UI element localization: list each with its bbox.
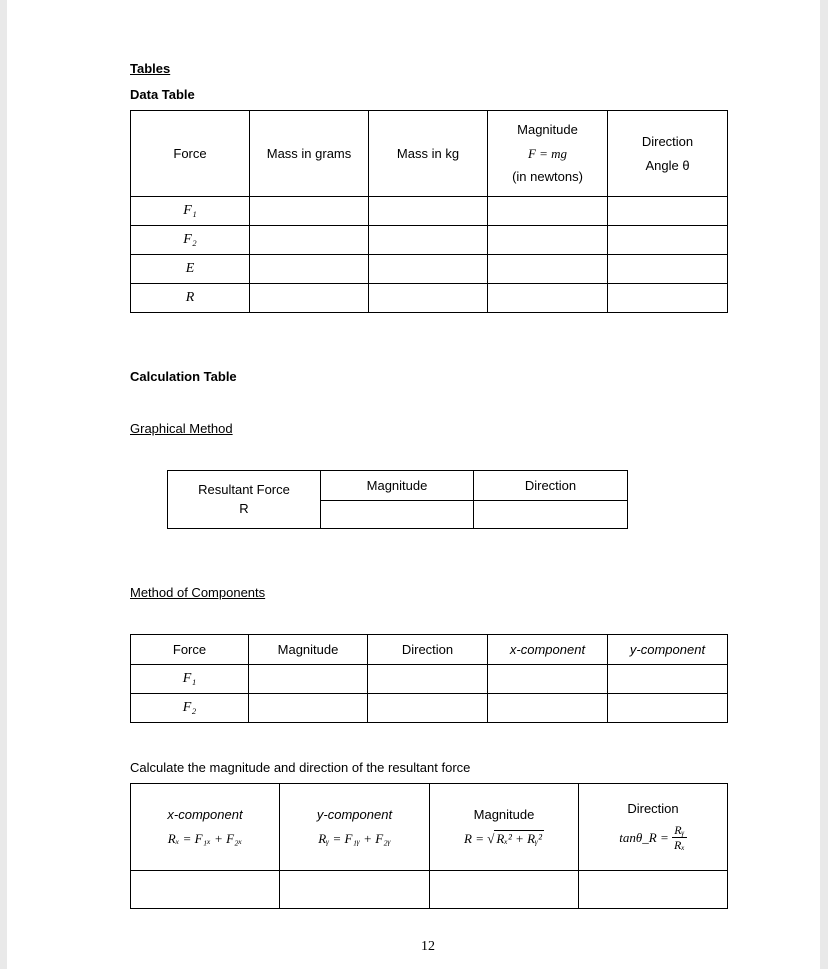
direction-label: Direction <box>627 801 679 817</box>
table-cell[interactable] <box>488 197 608 226</box>
y-component-label: y-component <box>316 807 393 823</box>
table-cell[interactable] <box>280 871 430 909</box>
magnitude-label: Magnitude <box>473 807 535 823</box>
table-cell[interactable] <box>249 665 368 694</box>
row-label-e: E <box>131 255 250 284</box>
row-label-f2: F₂ <box>131 694 249 723</box>
tables-heading: Tables <box>130 61 171 76</box>
header-resultant-force <box>168 471 321 529</box>
page-number: 12 <box>421 939 435 954</box>
table-cell[interactable] <box>608 694 728 723</box>
table-cell[interactable] <box>488 226 608 255</box>
direction-label: Direction <box>641 133 694 149</box>
header-magnitude <box>488 111 608 197</box>
components-table <box>130 634 728 723</box>
direction-denominator: Rₓ <box>673 838 685 853</box>
table-cell[interactable] <box>608 197 728 226</box>
resultant-table <box>130 783 728 909</box>
direction-formula <box>579 823 727 853</box>
table-cell[interactable] <box>250 255 369 284</box>
header-mass-kg: Mass in kg <box>369 111 488 197</box>
magnitude-formula: F = mg <box>527 145 568 161</box>
table-cell[interactable] <box>250 226 369 255</box>
magnitude-label: Magnitude <box>517 122 578 138</box>
graphical-method-table <box>167 470 628 529</box>
header-y-component <box>280 784 430 871</box>
row-label-f1: F₁ <box>131 665 249 694</box>
header-direction <box>608 111 728 197</box>
table-cell[interactable] <box>474 501 628 529</box>
x-component-label: x-component <box>167 807 243 823</box>
table-cell[interactable] <box>369 197 488 226</box>
header-mass-grams: Mass in grams <box>250 111 369 197</box>
method-of-components-heading: Method of Components <box>130 585 266 600</box>
table-cell[interactable] <box>368 665 488 694</box>
table-cell[interactable] <box>369 284 488 313</box>
header-magnitude <box>430 784 579 871</box>
graphical-method-heading: Graphical Method <box>130 421 233 436</box>
table-cell[interactable] <box>369 255 488 284</box>
header-magnitude: Magnitude <box>321 471 474 501</box>
x-component-formula: Rₓ = F₁ₓ + F₂ₓ <box>167 831 243 846</box>
table-cell[interactable] <box>488 284 608 313</box>
row-label-f1: F₁ <box>131 197 250 226</box>
document-page <box>7 0 820 969</box>
data-table-heading: Data Table <box>130 87 195 102</box>
header-direction: Direction <box>368 635 488 665</box>
table-cell[interactable] <box>249 694 368 723</box>
table-cell[interactable] <box>250 284 369 313</box>
sqrt-sign: √ <box>487 831 495 846</box>
y-component-formula: Rᵧ = F₁ᵧ + F₂ᵧ <box>318 831 391 846</box>
calculation-table-heading: Calculation Table <box>130 369 237 384</box>
resultant-symbol: R <box>239 501 249 516</box>
table-cell[interactable] <box>488 255 608 284</box>
table-cell[interactable] <box>488 665 608 694</box>
table-cell[interactable] <box>430 871 579 909</box>
magnitude-formula <box>430 831 578 847</box>
magnitude-formula-lhs: R = <box>464 831 484 846</box>
table-cell[interactable] <box>608 284 728 313</box>
table-cell[interactable] <box>321 501 474 529</box>
magnitude-units: (in newtons) <box>512 169 583 185</box>
header-force: Force <box>131 635 249 665</box>
table-cell[interactable] <box>579 871 728 909</box>
direction-fraction <box>672 823 687 853</box>
resultant-force-label: Resultant Force <box>198 482 290 498</box>
header-direction: Direction <box>474 471 628 501</box>
table-cell[interactable] <box>608 665 728 694</box>
magnitude-formula-radicand: Rₓ² + Rᵧ² <box>496 831 542 846</box>
table-cell[interactable] <box>488 694 608 723</box>
table-cell[interactable] <box>250 197 369 226</box>
header-direction <box>579 784 728 871</box>
row-label-f2: F₂ <box>131 226 250 255</box>
table-cell[interactable] <box>369 226 488 255</box>
header-x-component: x-component <box>488 635 608 665</box>
header-magnitude: Magnitude <box>249 635 368 665</box>
direction-formula-lhs: tanθ_R = <box>619 830 669 845</box>
header-x-component <box>131 784 280 871</box>
row-label-r: R <box>131 284 250 313</box>
data-table <box>130 110 728 313</box>
calculate-prompt: Calculate the magnitude and direction of the resultant force <box>130 760 471 775</box>
table-cell[interactable] <box>608 255 728 284</box>
header-y-component: y-component <box>608 635 728 665</box>
direction-numerator: Rᵧ <box>672 823 687 838</box>
table-cell[interactable] <box>368 694 488 723</box>
direction-angle: Angle θ <box>645 157 690 173</box>
header-force: Force <box>131 111 250 197</box>
table-cell[interactable] <box>131 871 280 909</box>
table-cell[interactable] <box>608 226 728 255</box>
